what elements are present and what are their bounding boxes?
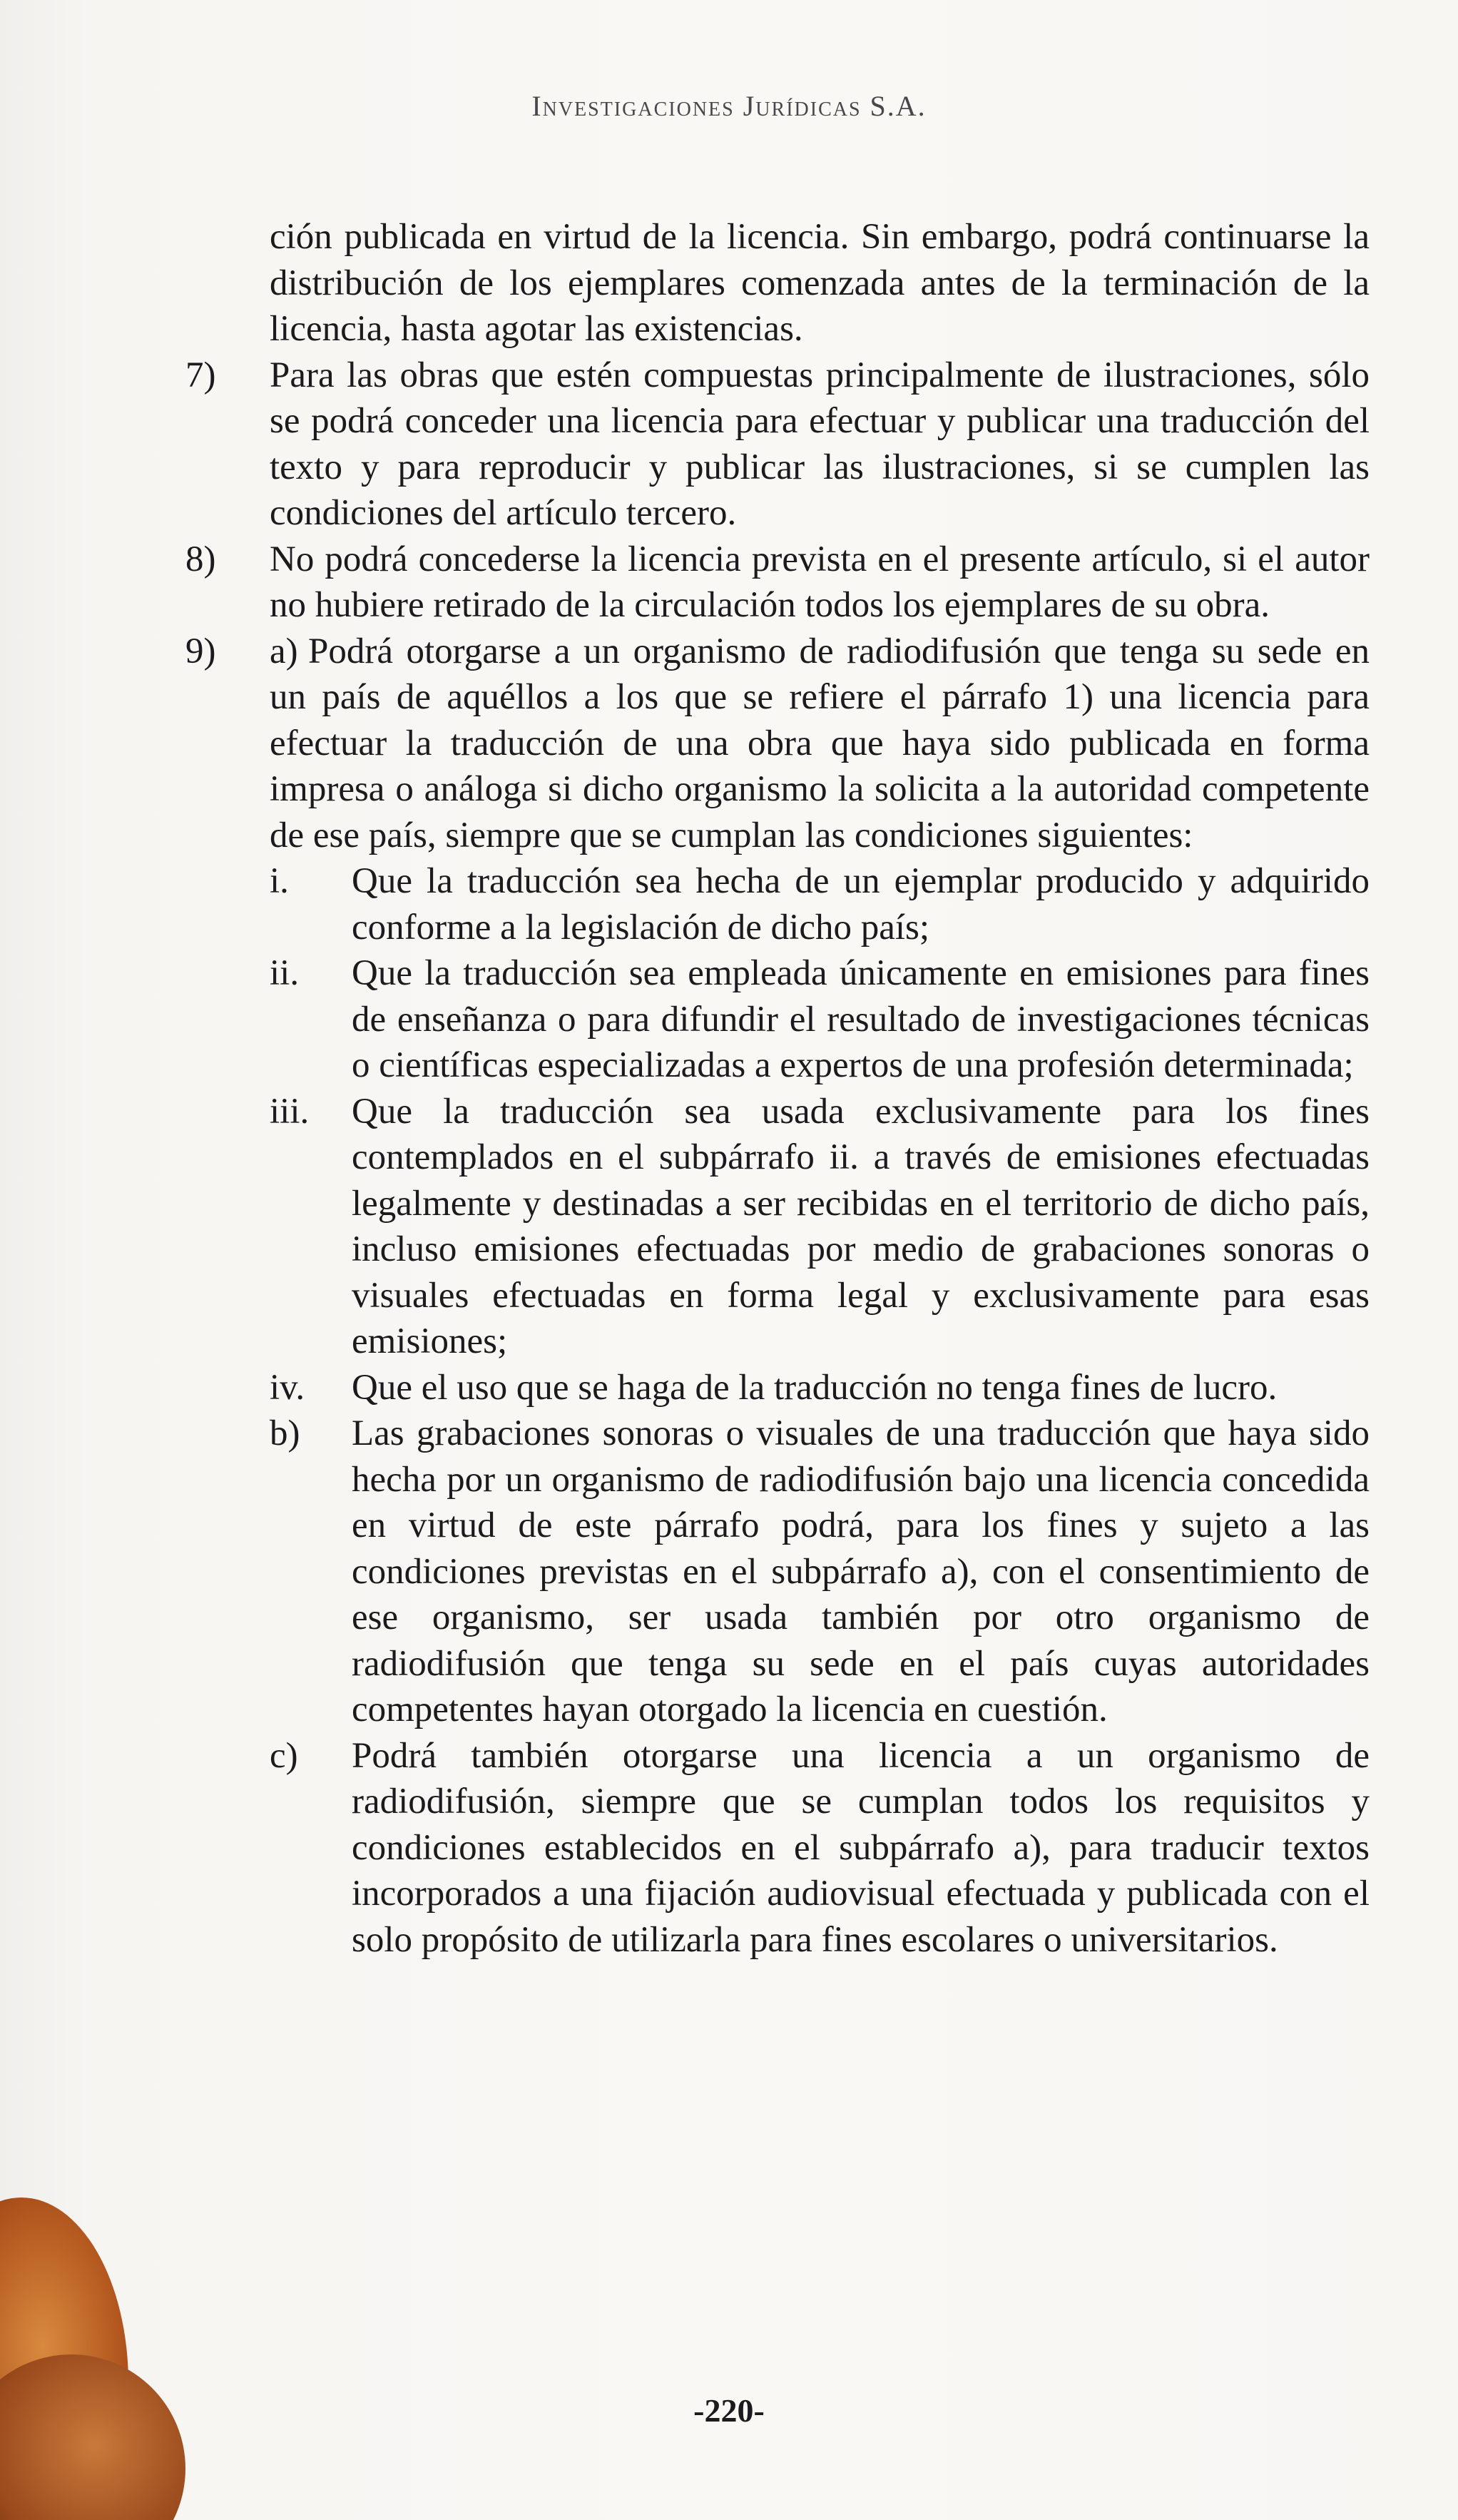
subparagraph-label: a) — [270, 631, 298, 671]
paragraph-intro: ción publicada en virtud de la licencia. Sin embargo, podrá continuarse la distribución de los ejemplares comenzada antes de la terminación de la licencia, hasta agotar las existencias. — [270, 217, 1370, 349]
subparagraph-a — [270, 629, 1370, 859]
item-number: 7) — [185, 355, 216, 395]
roman-item-iii — [270, 1089, 1370, 1365]
subparagraph-label: c) — [270, 1735, 298, 1776]
item-text: No podrá concederse la licencia prevista en el presente artículo, si el autor no hubiere retirado de la circulación todos los ejemplares de su obra. — [270, 539, 1370, 625]
body-text — [185, 214, 1370, 1963]
roman-item-ii — [270, 950, 1370, 1089]
roman-text: Que la traducción sea empleada únicamente en emisiones para fines de enseñanza o para difundir el resultado de investigaciones técnicas o científicas especializadas a expertos de una profesión determinada; — [352, 953, 1370, 1085]
running-header: Investigaciones Jurídicas S.A. — [531, 90, 927, 122]
subparagraph-label: b) — [270, 1413, 300, 1453]
roman-text: Que el uso que se haga de la traducción no tenga fines de lucro. — [352, 1367, 1278, 1408]
subparagraph-c — [270, 1733, 1370, 1963]
item-9 — [185, 629, 1370, 1963]
roman-item-iv — [270, 1365, 1370, 1411]
roman-label: iv. — [270, 1367, 305, 1408]
roman-text: Que la traducción sea usada exclusivamente para los fines contemplados en el subpárrafo ii. a través de emisiones efectuadas legalmente y destinadas a ser recibidas en el territorio de dicho país, incluso emisiones efectuadas por medio de grabaciones sonoras o visuales efectuadas en forma legal y exclusivamente para esas emisiones; — [352, 1091, 1370, 1361]
roman-label: i. — [270, 861, 289, 901]
item-number: 9) — [185, 631, 216, 671]
roman-item-i — [270, 858, 1370, 950]
item-8 — [185, 537, 1370, 629]
subparagraph-b — [270, 1411, 1370, 1733]
roman-text: Que la traducción sea hecha de un ejemplar producido y adquirido conforme a la legislación de dicho país; — [352, 861, 1370, 947]
roman-label: ii. — [270, 953, 300, 993]
item-7 — [185, 352, 1370, 537]
page-number: -220- — [693, 2392, 765, 2429]
subparagraph-text: Podrá otorgarse a un organismo de radiodifusión que tenga su sede en un país de aquéllos a los que se refiere el párrafo 1) una licencia para efectuar la traducción de una obra que haya sido publicada en forma impresa o análoga si dicho organismo la solicita a la autoridad competente de ese país, siempre que se cumplan las condiciones siguientes: — [270, 631, 1370, 855]
subparagraph-text: Podrá también otorgarse una licencia a un organismo de radiodifusión, siempre que se cumplan todos los requisitos y condiciones establecidos en el subpárrafo a), para traducir textos incorporados a una fijación audiovisual efectuada y publicada con el solo propósito de utilizarla para fines escolares o universitarios. — [352, 1735, 1370, 1960]
item-number: 8) — [185, 539, 216, 579]
roman-label: iii. — [270, 1091, 310, 1132]
thumb-tip — [0, 2354, 185, 2520]
item-text: Para las obras que estén compuestas principalmente de ilustraciones, sólo se podrá conceder una licencia para efectuar y publicar una traducción del texto y para reproducir y publicar las ilustraciones, si se cumplen las condiciones del artículo tercero. — [270, 355, 1370, 533]
subparagraph-text: Las grabaciones sonoras o visuales de una traducción que haya sido hecha por un organismo de radiodifusión bajo una licencia concedida en virtud de este párrafo podrá, para los fines y sujeto a las condiciones previstas en el subpárrafo a), con el consentimiento de ese organismo, ser usada también por otro organismo de radiodifusión que tenga su sede en el país cuyas autoridades competentes hayan otorgado la licencia en cuestión. — [352, 1413, 1370, 1729]
